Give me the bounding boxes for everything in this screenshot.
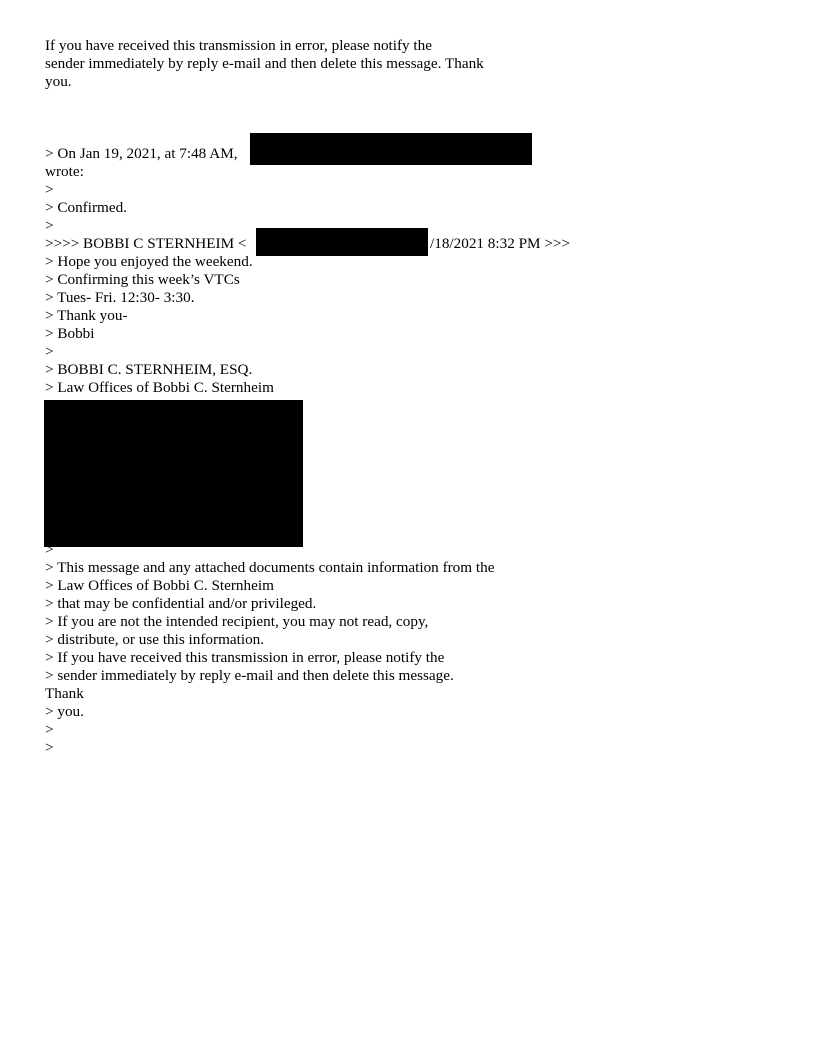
signature-name: > BOBBI C. STERNHEIM, ESQ. xyxy=(45,361,253,378)
quote-blank-line: > xyxy=(45,217,54,234)
disclaimer-line: > If you are not the intended recipient, you may not read, copy, xyxy=(45,613,429,630)
quote-body-line: > Bobbi xyxy=(45,325,95,342)
disclaimer-line: Thank xyxy=(45,685,84,702)
disclaimer-line: > you. xyxy=(45,703,84,720)
redaction-block-signature-address xyxy=(44,400,303,547)
quote-body-line: > Tues- Fri. 12:30- 3:30. xyxy=(45,289,195,306)
quote-confirmed: > Confirmed. xyxy=(45,199,127,216)
reply-header-prefix: > On Jan 19, 2021, at 7:48 AM, xyxy=(45,145,238,162)
disclaimer-line: > that may be confidential and/or privileged. xyxy=(45,595,317,612)
quote-body-line: > Hope you enjoyed the weekend. xyxy=(45,253,253,270)
quoted-sender-date: /18/2021 8:32 PM >>> xyxy=(430,235,571,252)
disclaimer-line: > sender immediately by reply e-mail and then delete this message. xyxy=(45,667,454,684)
quoted-sender-prefix: >>>> BOBBI C STERNHEIM < xyxy=(45,235,247,252)
disclaimer-line: > Law Offices of Bobbi C. Sternheim xyxy=(45,577,274,594)
intro-line-3: you. xyxy=(45,73,72,90)
signature-firm: > Law Offices of Bobbi C. Sternheim xyxy=(45,379,274,396)
quote-body-line: > Thank you- xyxy=(45,307,128,324)
quote-body-line: > Confirming this week’s VTCs xyxy=(45,271,240,288)
quote-blank-line: > xyxy=(45,739,54,756)
disclaimer-line: > distribute, or use this information. xyxy=(45,631,265,648)
intro-line-2: sender immediately by reply e-mail and then delete this message. Thank xyxy=(45,55,484,72)
redaction-block-sender-email xyxy=(250,133,532,165)
quote-blank-line: > xyxy=(45,541,54,558)
quote-blank-line: > xyxy=(45,181,54,198)
intro-line-1: If you have received this transmission in error, please notify the xyxy=(45,37,432,54)
disclaimer-line: > This message and any attached documents contain information from the xyxy=(45,559,495,576)
quote-body-line: > xyxy=(45,343,54,360)
reply-header-wrote: wrote: xyxy=(45,163,84,180)
disclaimer-line: > If you have received this transmission in error, please notify the xyxy=(45,649,445,666)
quote-blank-line: > xyxy=(45,721,54,738)
redaction-block-quoted-sender xyxy=(256,228,428,256)
